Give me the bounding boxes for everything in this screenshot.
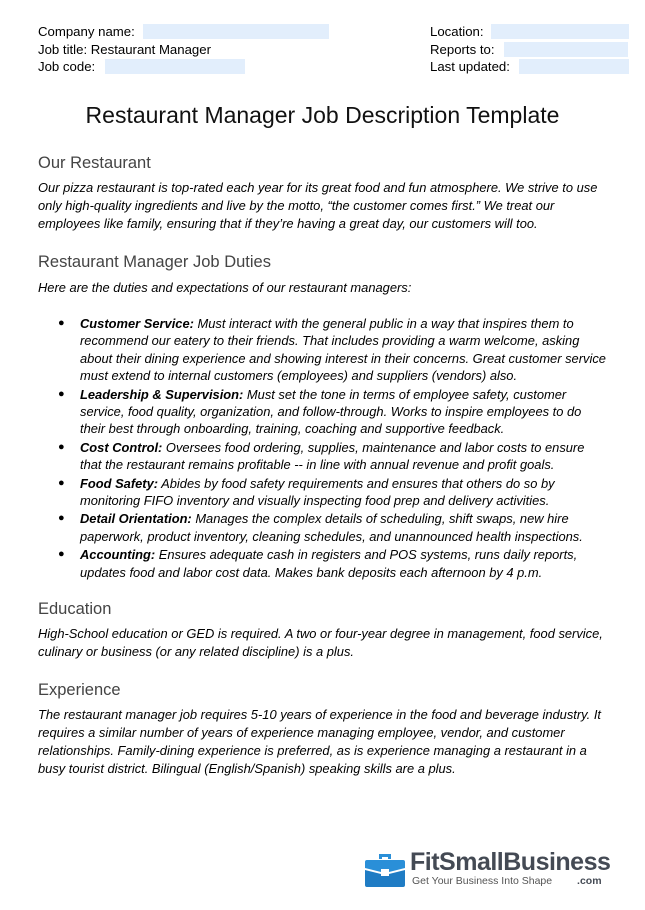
location-field[interactable] [491,24,629,39]
company-name-label: Company name: [38,24,135,39]
reports-to-row [430,41,628,59]
bullet-icon: ● [58,387,65,400]
logo-domain: .com [577,875,602,887]
last-updated-row [430,58,629,76]
bullet-icon: ● [58,512,65,525]
duty-text: Manages the complex details of scheduling, shift swaps, new hire paperwork, product inventory, cleaning schedules, and unannounced health inspections. [80,511,583,544]
list-item [38,439,608,474]
bullet-icon: ● [58,476,65,489]
experience-description: The restaurant manager job requires 5-10 years of experience in the food and beverage industry. It requires a similar number of years of experience managing employee, vendor, and customer relationships. Family-dining experience is preferred, as is experience managing a restaurant in a busy tourist district. Bilingual (English/Spanish) speaking skills are a plus. [38,707,601,777]
company-name-row [38,23,329,41]
duties-list [38,315,608,581]
section-heading-education: Education [38,600,112,618]
logo-brand: FitSmallBusiness [410,848,611,876]
job-code-row [38,58,245,76]
last-updated-field[interactable] [519,59,629,74]
reports-to-label: Reports to: [430,42,495,57]
last-updated-label: Last updated: [430,59,510,74]
duties-intro: Here are the duties and expectations of our restaurant managers: [38,280,412,295]
location-label: Location: [430,24,484,39]
list-item [38,510,608,545]
list-item [38,315,608,385]
reports-to-field[interactable] [504,42,628,57]
duty-term: Customer Service: [80,316,194,331]
bullet-icon: ● [58,440,65,453]
bullet-icon: ● [58,317,65,329]
duty-text: Oversees food ordering, supplies, maintenance and labor costs to ensure that the restaurant remains profitable -- in line with annual revenue and profit goals. [80,439,585,473]
job-title-label: Job title: Restaurant Manager [38,42,211,57]
job-title-row [38,41,211,59]
briefcase-icon [365,851,405,889]
list-item [38,386,608,438]
section-heading-experience: Experience [38,681,121,699]
logo-tagline-text: Get Your Business Into Shape [412,875,553,887]
duty-text: Abides by food safety requirements and ensures that others do so by monitoring FIFO inventory and visually inspecting food prep and delivery activities. [80,475,555,509]
location-row [430,23,629,41]
duty-term: Leadership & Supervision: [80,386,244,402]
duty-term: Food Safety: [80,475,159,491]
logo-tagline [412,875,602,887]
list-item [38,475,608,510]
restaurant-description: Our pizza restaurant is top-rated each year for its great food and fun atmosphere. We strive to use only high-quality ingredients and live by the motto, “the customer comes first.” We treat our employees like family, ensuring that if they’re having a great day, our customers will too. [38,180,598,232]
job-code-field[interactable] [105,59,245,74]
section-heading-duties: Restaurant Manager Job Duties [38,253,271,271]
education-description: High-School education or GED is required. A two or four-year degree in management, food service, culinary or business (or any related discipline) is a plus. [38,626,603,660]
section-heading-restaurant: Our Restaurant [38,154,151,172]
duty-term: Cost Control: [80,439,163,455]
duty-term: Detail Orientation: [80,511,192,527]
duty-text: Must set the tone in terms of employee safety, customer service, food quality, organization, and follow-through. Works to inspire employees to do their best through onboarding, training, coaching and supportive feedback. [80,386,582,437]
list-item [38,546,608,581]
bullet-icon: ● [58,548,65,561]
company-name-field[interactable] [143,24,329,39]
job-code-label: Job code: [38,59,96,74]
duty-text: Must interact with the general public in a way that inspires them to recommend our eatery to their friends. That includes providing a warm welcome, asking about their dining experience and showing interest in their concerns. Great customer service must extend to internal customers (employees) and suppliers (vendors) also. [80,316,606,384]
duty-text: Ensures adequate cash in registers and POS systems, runs daily reports, updates food and labor cost data. Makes bank deposits each afternoon by 4 p.m. [80,547,578,580]
page-title: Restaurant Manager Job Description Template [85,102,560,128]
duty-term: Accounting: [80,547,156,563]
fitsmallbusiness-logo [365,848,611,893]
